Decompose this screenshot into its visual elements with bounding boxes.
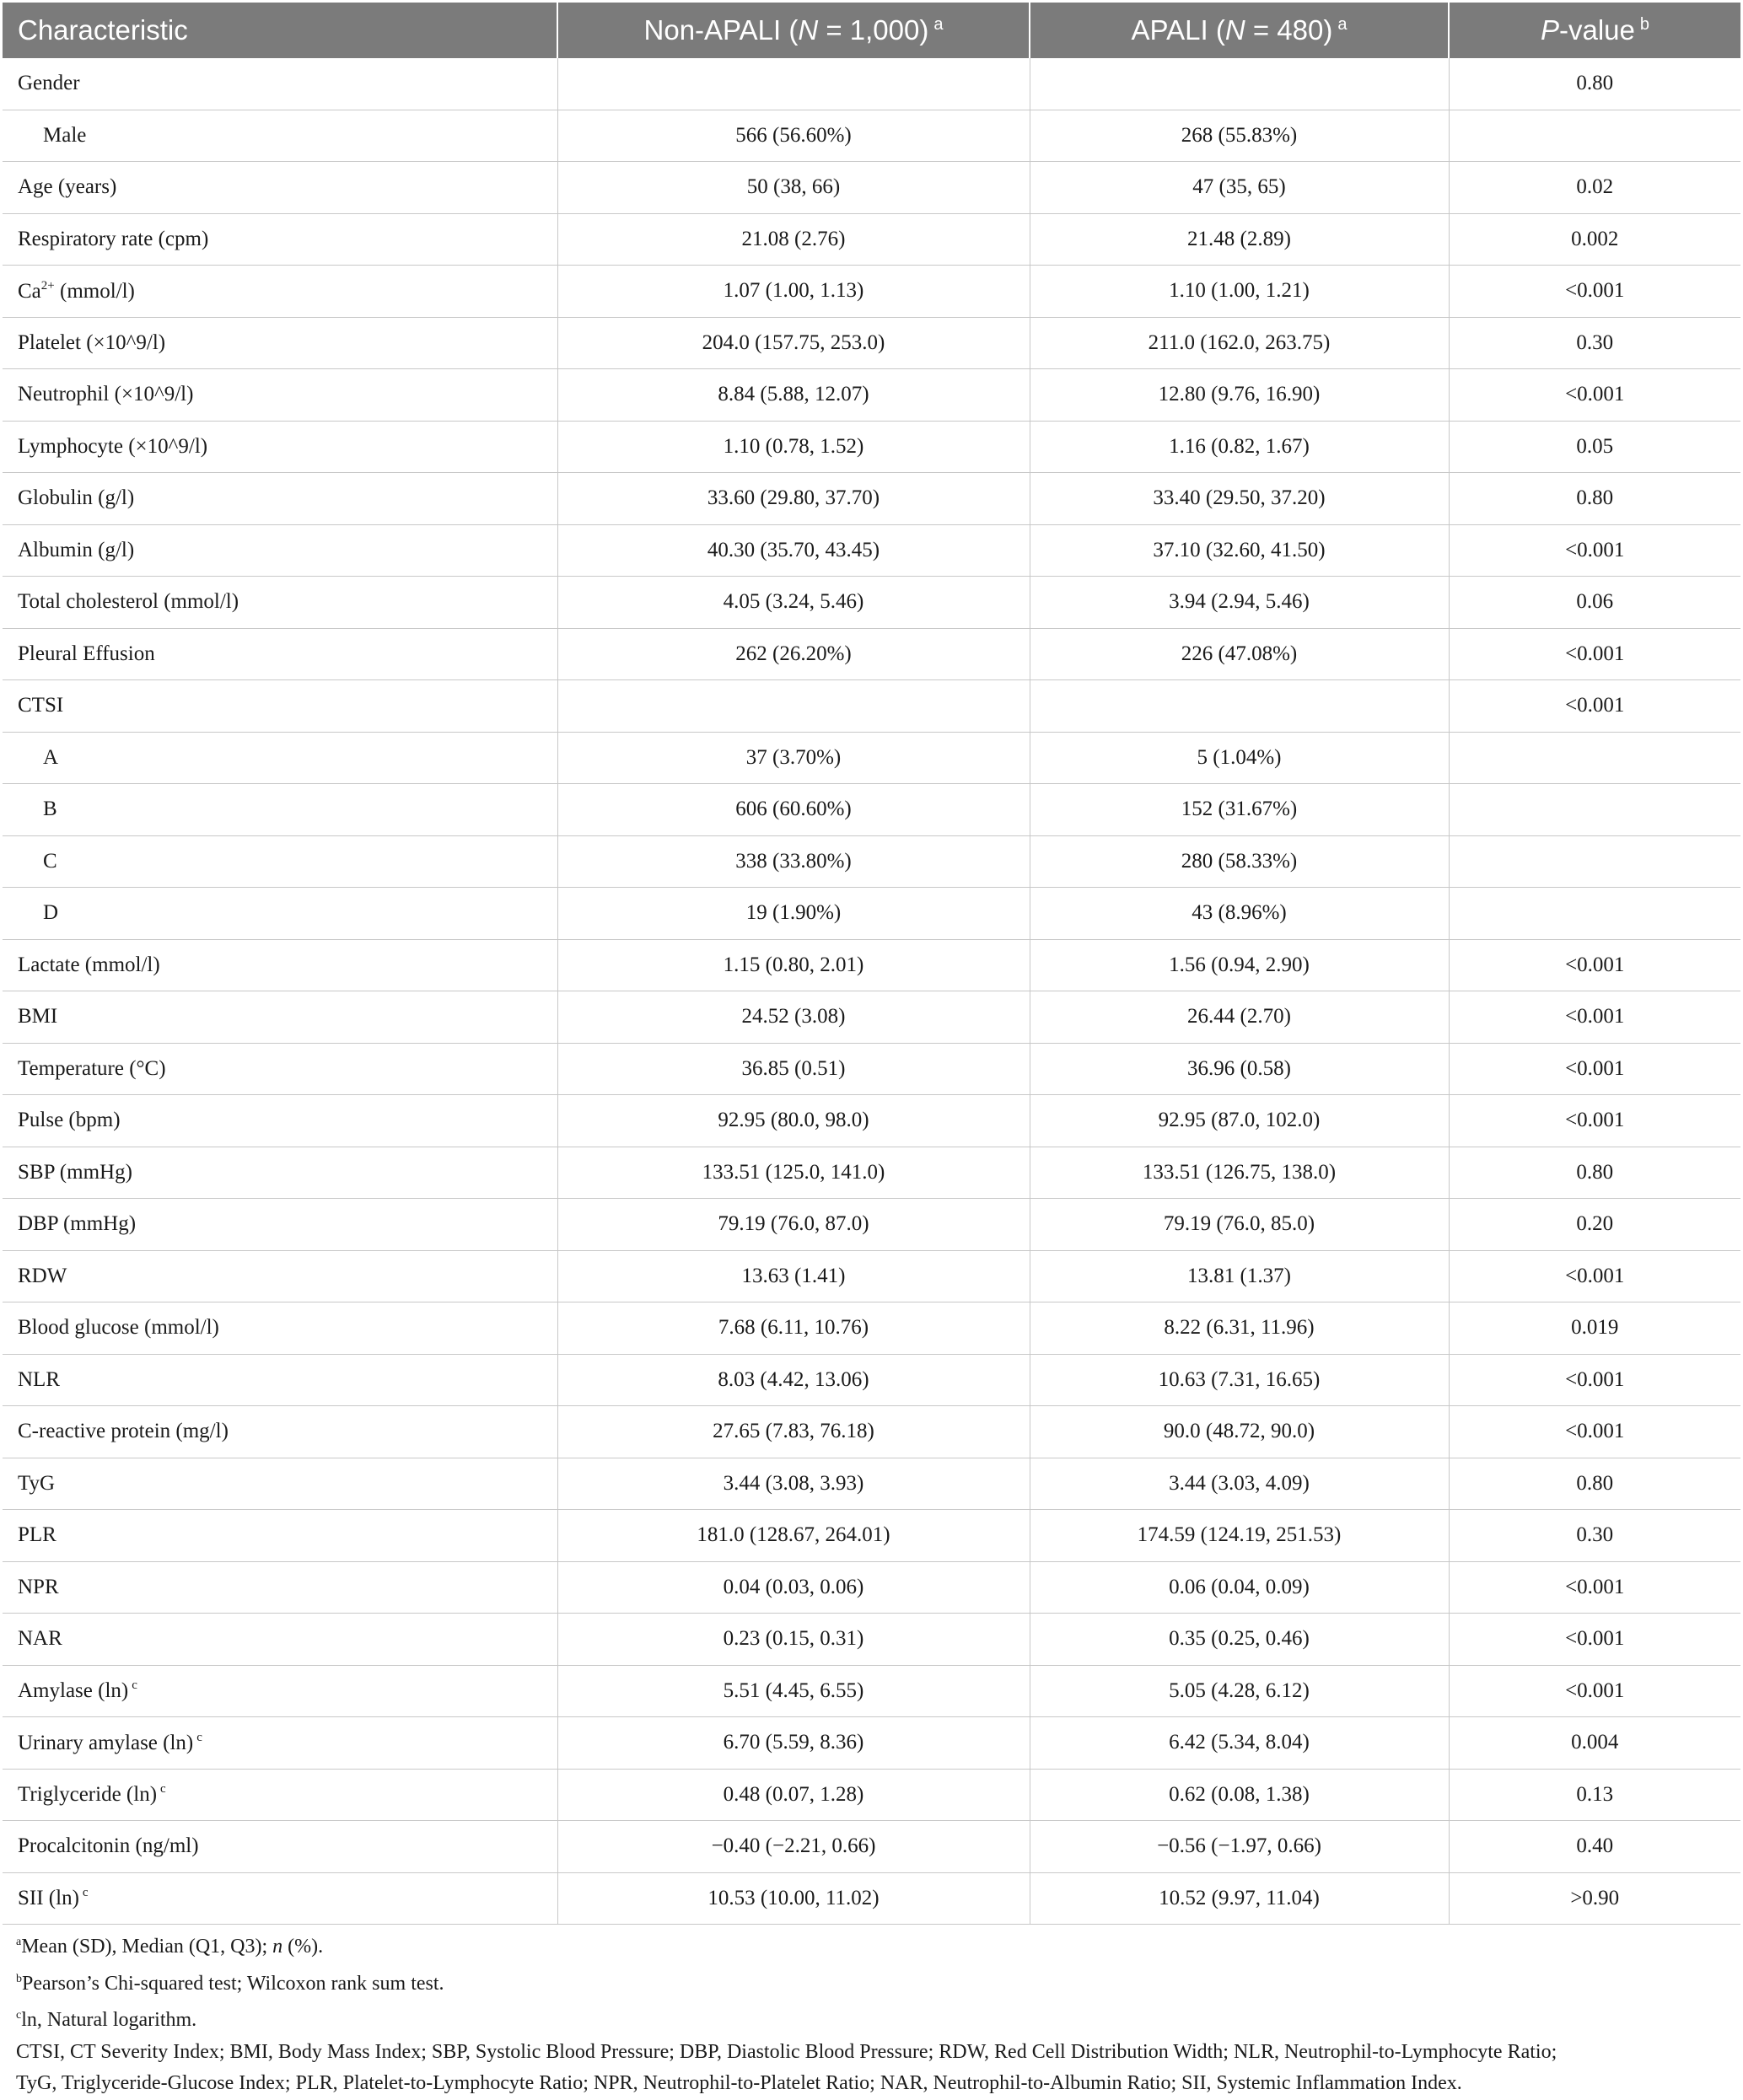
row-label: SBP (mmHg)	[3, 1147, 557, 1199]
p-value: <0.001	[1449, 1665, 1740, 1717]
table-row	[3, 835, 1740, 888]
row-label: Blood glucose (mmol/l)	[3, 1302, 557, 1355]
apali-value: 26.44 (2.70)	[1030, 991, 1449, 1044]
table-row	[3, 628, 1740, 680]
apali-value: 133.51 (126.75, 138.0)	[1030, 1147, 1449, 1199]
table-row	[3, 1043, 1740, 1095]
non-apali-value: 92.95 (80.0, 98.0)	[557, 1095, 1030, 1147]
non-apali-value: 4.05 (3.24, 5.46)	[557, 577, 1030, 629]
p-value: 0.30	[1449, 1510, 1740, 1562]
row-label-superscript: 2+	[40, 278, 55, 293]
row-label: Globulin (g/l)	[3, 473, 557, 525]
non-apali-value: 133.51 (125.0, 141.0)	[557, 1147, 1030, 1199]
non-apali-value	[557, 58, 1030, 110]
non-apali-value: 13.63 (1.41)	[557, 1250, 1030, 1302]
p-value: <0.001	[1449, 1406, 1740, 1458]
table-body	[3, 58, 1740, 1925]
p-value	[1449, 732, 1740, 784]
p-value: 0.002	[1449, 213, 1740, 266]
row-label: Procalcitonin (ng/ml)	[3, 1821, 557, 1873]
apali-value: 37.10 (32.60, 41.50)	[1030, 524, 1449, 577]
table-row	[3, 577, 1740, 629]
p-value	[1449, 888, 1740, 940]
header-non-apali-suffix: = 1,000)	[818, 14, 929, 46]
apali-value: 0.62 (0.08, 1.38)	[1030, 1769, 1449, 1821]
apali-value: 226 (47.08%)	[1030, 628, 1449, 680]
non-apali-value: 79.19 (76.0, 87.0)	[557, 1199, 1030, 1251]
non-apali-value: 8.84 (5.88, 12.07)	[557, 369, 1030, 422]
row-label: PLR	[3, 1510, 557, 1562]
apali-value: 33.40 (29.50, 37.20)	[1030, 473, 1449, 525]
row-label: Gender	[3, 58, 557, 110]
apali-value: 8.22 (6.31, 11.96)	[1030, 1302, 1449, 1355]
non-apali-value: 24.52 (3.08)	[557, 991, 1030, 1044]
p-value: <0.001	[1449, 991, 1740, 1044]
abbreviations-line-2: TyG, Triglyceride-Glucose Index; PLR, Platelet-to-Lymphocyte Ratio; NPR, Neutrophil-to-Platelet Ratio; NAR, Neutrophil-to-Albumin Ratio; SII, Systemic Inflammation Index.	[16, 2072, 1462, 2094]
apali-value: 90.0 (48.72, 90.0)	[1030, 1406, 1449, 1458]
header-p-value-footnote-mark: b	[1639, 15, 1650, 34]
row-label: DBP (mmHg)	[3, 1199, 557, 1251]
row-label: Male	[3, 110, 557, 162]
apali-value: 21.48 (2.89)	[1030, 213, 1449, 266]
table-row	[3, 1354, 1740, 1406]
header-characteristic-label: Characteristic	[18, 14, 188, 46]
non-apali-value: 50 (38, 66)	[557, 162, 1030, 214]
table-row	[3, 266, 1740, 318]
non-apali-value: 33.60 (29.80, 37.70)	[557, 473, 1030, 525]
non-apali-value: −0.40 (−2.21, 0.66)	[557, 1821, 1030, 1873]
p-value: 0.004	[1449, 1717, 1740, 1770]
table-row	[3, 1199, 1740, 1251]
row-label-text: Ca	[18, 279, 41, 303]
footnote-a-text-end: (%).	[282, 1936, 324, 1958]
row-label-footnote-mark: c	[82, 1886, 89, 1900]
apali-value: 12.80 (9.76, 16.90)	[1030, 369, 1449, 422]
apali-value: 0.06 (0.04, 0.09)	[1030, 1561, 1449, 1614]
row-label-text: Urinary amylase (ln)	[18, 1731, 194, 1754]
row-label	[3, 1665, 557, 1717]
table-row	[3, 784, 1740, 836]
header-p-value-suffix: -value	[1559, 14, 1635, 46]
non-apali-value: 1.10 (0.78, 1.52)	[557, 421, 1030, 473]
p-value: <0.001	[1449, 628, 1740, 680]
row-label: CTSI	[3, 680, 557, 733]
table-row	[3, 162, 1740, 214]
apali-value: 92.95 (87.0, 102.0)	[1030, 1095, 1449, 1147]
p-value: 0.80	[1449, 473, 1740, 525]
row-label: Lactate (mmol/l)	[3, 939, 557, 991]
row-label	[3, 1717, 557, 1770]
table-row	[3, 939, 1740, 991]
table-row	[3, 1769, 1740, 1821]
row-label-text: Triglyceride (ln)	[18, 1783, 158, 1807]
p-value: 0.80	[1449, 58, 1740, 110]
row-label: A	[3, 732, 557, 784]
row-label-footnote-mark: c	[196, 1730, 202, 1744]
footnote-a-n: n	[272, 1936, 283, 1958]
row-label: RDW	[3, 1250, 557, 1302]
row-label: TyG	[3, 1458, 557, 1510]
footnote-c	[16, 2000, 1736, 2037]
non-apali-value: 5.51 (4.45, 6.55)	[557, 1665, 1030, 1717]
table-row	[3, 1614, 1740, 1666]
table-row	[3, 1406, 1740, 1458]
p-value: <0.001	[1449, 369, 1740, 422]
header-p-value	[1449, 3, 1740, 58]
non-apali-value: 8.03 (4.42, 13.06)	[557, 1354, 1030, 1406]
header-non-apali-n: N	[798, 14, 819, 46]
row-label: Pleural Effusion	[3, 628, 557, 680]
footnote-c-text: ln, Natural logarithm.	[21, 2009, 197, 2031]
non-apali-value: 1.07 (1.00, 1.13)	[557, 266, 1030, 318]
apali-value: 1.56 (0.94, 2.90)	[1030, 939, 1449, 991]
characteristics-table	[3, 3, 1740, 1925]
table-row	[3, 1095, 1740, 1147]
apali-value: 10.52 (9.97, 11.04)	[1030, 1872, 1449, 1925]
header-characteristic	[3, 3, 557, 58]
p-value: 0.13	[1449, 1769, 1740, 1821]
p-value: <0.001	[1449, 1561, 1740, 1614]
p-value: <0.001	[1449, 524, 1740, 577]
apali-value: 47 (35, 65)	[1030, 162, 1449, 214]
row-label: NAR	[3, 1614, 557, 1666]
header-p-value-p: P	[1540, 14, 1559, 46]
p-value	[1449, 110, 1740, 162]
apali-value: 6.42 (5.34, 8.04)	[1030, 1717, 1449, 1770]
table-footnotes	[16, 1926, 1736, 2100]
table-row	[3, 524, 1740, 577]
row-label: NLR	[3, 1354, 557, 1406]
row-label	[3, 1769, 557, 1821]
p-value: >0.90	[1449, 1872, 1740, 1925]
non-apali-value: 181.0 (128.67, 264.01)	[557, 1510, 1030, 1562]
p-value: 0.019	[1449, 1302, 1740, 1355]
table-row	[3, 1665, 1740, 1717]
table-row	[3, 110, 1740, 162]
p-value: <0.001	[1449, 1250, 1740, 1302]
row-label-unit: (mmol/l)	[54, 279, 135, 303]
footnote-a	[16, 1926, 1736, 1963]
footnote-b-text: Pearson’s Chi-squared test; Wilcoxon rank sum test.	[22, 1972, 444, 1995]
apali-value	[1030, 680, 1449, 733]
apali-value: 79.19 (76.0, 85.0)	[1030, 1199, 1449, 1251]
apali-value	[1030, 58, 1449, 110]
p-value: <0.001	[1449, 1614, 1740, 1666]
row-label: BMI	[3, 991, 557, 1044]
p-value: <0.001	[1449, 1095, 1740, 1147]
header-non-apali-footnote-mark: a	[933, 15, 944, 34]
table-row	[3, 317, 1740, 369]
non-apali-value: 3.44 (3.08, 3.93)	[557, 1458, 1030, 1510]
table-row	[3, 1821, 1740, 1873]
p-value: 0.40	[1449, 1821, 1740, 1873]
non-apali-value: 204.0 (157.75, 253.0)	[557, 317, 1030, 369]
row-label: D	[3, 888, 557, 940]
p-value: 0.20	[1449, 1199, 1740, 1251]
p-value: 0.80	[1449, 1147, 1740, 1199]
non-apali-value: 10.53 (10.00, 11.02)	[557, 1872, 1030, 1925]
apali-value: 10.63 (7.31, 16.65)	[1030, 1354, 1449, 1406]
apali-value: 152 (31.67%)	[1030, 784, 1449, 836]
table-row	[3, 1302, 1740, 1355]
table-row	[3, 888, 1740, 940]
p-value: 0.06	[1449, 577, 1740, 629]
table-row	[3, 680, 1740, 733]
apali-value: −0.56 (−1.97, 0.66)	[1030, 1821, 1449, 1873]
header-non-apali	[557, 3, 1030, 58]
table-row	[3, 1510, 1740, 1562]
row-label-text: SII (ln)	[18, 1887, 79, 1910]
p-value	[1449, 784, 1740, 836]
row-label: Pulse (bpm)	[3, 1095, 557, 1147]
non-apali-value: 36.85 (0.51)	[557, 1043, 1030, 1095]
table-row	[3, 1147, 1740, 1199]
apali-value: 3.94 (2.94, 5.46)	[1030, 577, 1449, 629]
header-apali	[1030, 3, 1449, 58]
row-label: C-reactive protein (mg/l)	[3, 1406, 557, 1458]
non-apali-value: 21.08 (2.76)	[557, 213, 1030, 266]
table-row	[3, 1561, 1740, 1614]
non-apali-value	[557, 680, 1030, 733]
table-row	[3, 369, 1740, 422]
row-label: Albumin (g/l)	[3, 524, 557, 577]
row-label: Respiratory rate (cpm)	[3, 213, 557, 266]
row-label: Age (years)	[3, 162, 557, 214]
row-label: B	[3, 784, 557, 836]
p-value: <0.001	[1449, 1043, 1740, 1095]
non-apali-value: 1.15 (0.80, 2.01)	[557, 939, 1030, 991]
footnote-a-mark: a	[16, 1936, 22, 1948]
row-label: Total cholesterol (mmol/l)	[3, 577, 557, 629]
footnote-c-mark: c	[16, 2009, 22, 2022]
row-label: Lymphocyte (×10^9/l)	[3, 421, 557, 473]
non-apali-value: 338 (33.80%)	[557, 835, 1030, 888]
apali-value: 3.44 (3.03, 4.09)	[1030, 1458, 1449, 1510]
table-row	[3, 1250, 1740, 1302]
p-value: <0.001	[1449, 939, 1740, 991]
header-apali-suffix: = 480)	[1245, 14, 1333, 46]
apali-value: 5 (1.04%)	[1030, 732, 1449, 784]
row-label: Neutrophil (×10^9/l)	[3, 369, 557, 422]
apali-value: 5.05 (4.28, 6.12)	[1030, 1665, 1449, 1717]
table-row	[3, 58, 1740, 110]
header-apali-footnote-mark: a	[1337, 15, 1348, 34]
p-value: <0.001	[1449, 1354, 1740, 1406]
non-apali-value: 0.48 (0.07, 1.28)	[557, 1769, 1030, 1821]
p-value	[1449, 835, 1740, 888]
row-label: Temperature (°C)	[3, 1043, 557, 1095]
non-apali-value: 6.70 (5.59, 8.36)	[557, 1717, 1030, 1770]
p-value: <0.001	[1449, 266, 1740, 318]
table-row	[3, 473, 1740, 525]
abbreviations-line-1: CTSI, CT Severity Index; BMI, Body Mass Index; SBP, Systolic Blood Pressure; DBP, Diastolic Blood Pressure; RDW, Red Cell Distribution Width; NLR, Neutrophil-to-Lymphocyte Ratio;	[16, 2040, 1557, 2063]
header-apali-n: N	[1224, 14, 1245, 46]
non-apali-value: 40.30 (35.70, 43.45)	[557, 524, 1030, 577]
header-apali-prefix: APALI (	[1131, 14, 1225, 46]
table-row	[3, 732, 1740, 784]
apali-value: 1.16 (0.82, 1.67)	[1030, 421, 1449, 473]
apali-value: 211.0 (162.0, 263.75)	[1030, 317, 1449, 369]
apali-value: 174.59 (124.19, 251.53)	[1030, 1510, 1449, 1562]
footnote-b	[16, 1963, 1736, 2001]
row-label: C	[3, 835, 557, 888]
table-row	[3, 1717, 1740, 1770]
table-row	[3, 213, 1740, 266]
table-row	[3, 1872, 1740, 1925]
row-label	[3, 266, 557, 318]
non-apali-value: 566 (56.60%)	[557, 110, 1030, 162]
apali-value: 268 (55.83%)	[1030, 110, 1449, 162]
non-apali-value: 37 (3.70%)	[557, 732, 1030, 784]
p-value: 0.30	[1449, 317, 1740, 369]
footnote-b-mark: b	[16, 1972, 22, 1985]
non-apali-value: 606 (60.60%)	[557, 784, 1030, 836]
non-apali-value: 0.04 (0.03, 0.06)	[557, 1561, 1030, 1614]
table-row	[3, 421, 1740, 473]
non-apali-value: 0.23 (0.15, 0.31)	[557, 1614, 1030, 1666]
non-apali-value: 19 (1.90%)	[557, 888, 1030, 940]
table-row	[3, 1458, 1740, 1510]
non-apali-value: 7.68 (6.11, 10.76)	[557, 1302, 1030, 1355]
apali-value: 280 (58.33%)	[1030, 835, 1449, 888]
row-label-footnote-mark: c	[160, 1782, 166, 1797]
apali-value: 13.81 (1.37)	[1030, 1250, 1449, 1302]
apali-value: 43 (8.96%)	[1030, 888, 1449, 940]
apali-value: 1.10 (1.00, 1.21)	[1030, 266, 1449, 318]
p-value: 0.05	[1449, 421, 1740, 473]
p-value: 0.80	[1449, 1458, 1740, 1510]
row-label-footnote-mark: c	[132, 1678, 137, 1693]
header-non-apali-prefix: Non-APALI (	[643, 14, 799, 46]
table-container	[3, 3, 1740, 1925]
p-value: <0.001	[1449, 680, 1740, 733]
row-label: NPR	[3, 1561, 557, 1614]
row-label	[3, 1872, 557, 1925]
footnote-a-text: Mean (SD), Median (Q1, Q3);	[21, 1936, 273, 1958]
apali-value: 36.96 (0.58)	[1030, 1043, 1449, 1095]
non-apali-value: 262 (26.20%)	[557, 628, 1030, 680]
apali-value: 0.35 (0.25, 0.46)	[1030, 1614, 1449, 1666]
row-label-text: Amylase (ln)	[18, 1679, 129, 1703]
non-apali-value: 27.65 (7.83, 76.18)	[557, 1406, 1030, 1458]
p-value: 0.02	[1449, 162, 1740, 214]
header-row	[3, 3, 1740, 58]
table-row	[3, 991, 1740, 1044]
row-label: Platelet (×10^9/l)	[3, 317, 557, 369]
